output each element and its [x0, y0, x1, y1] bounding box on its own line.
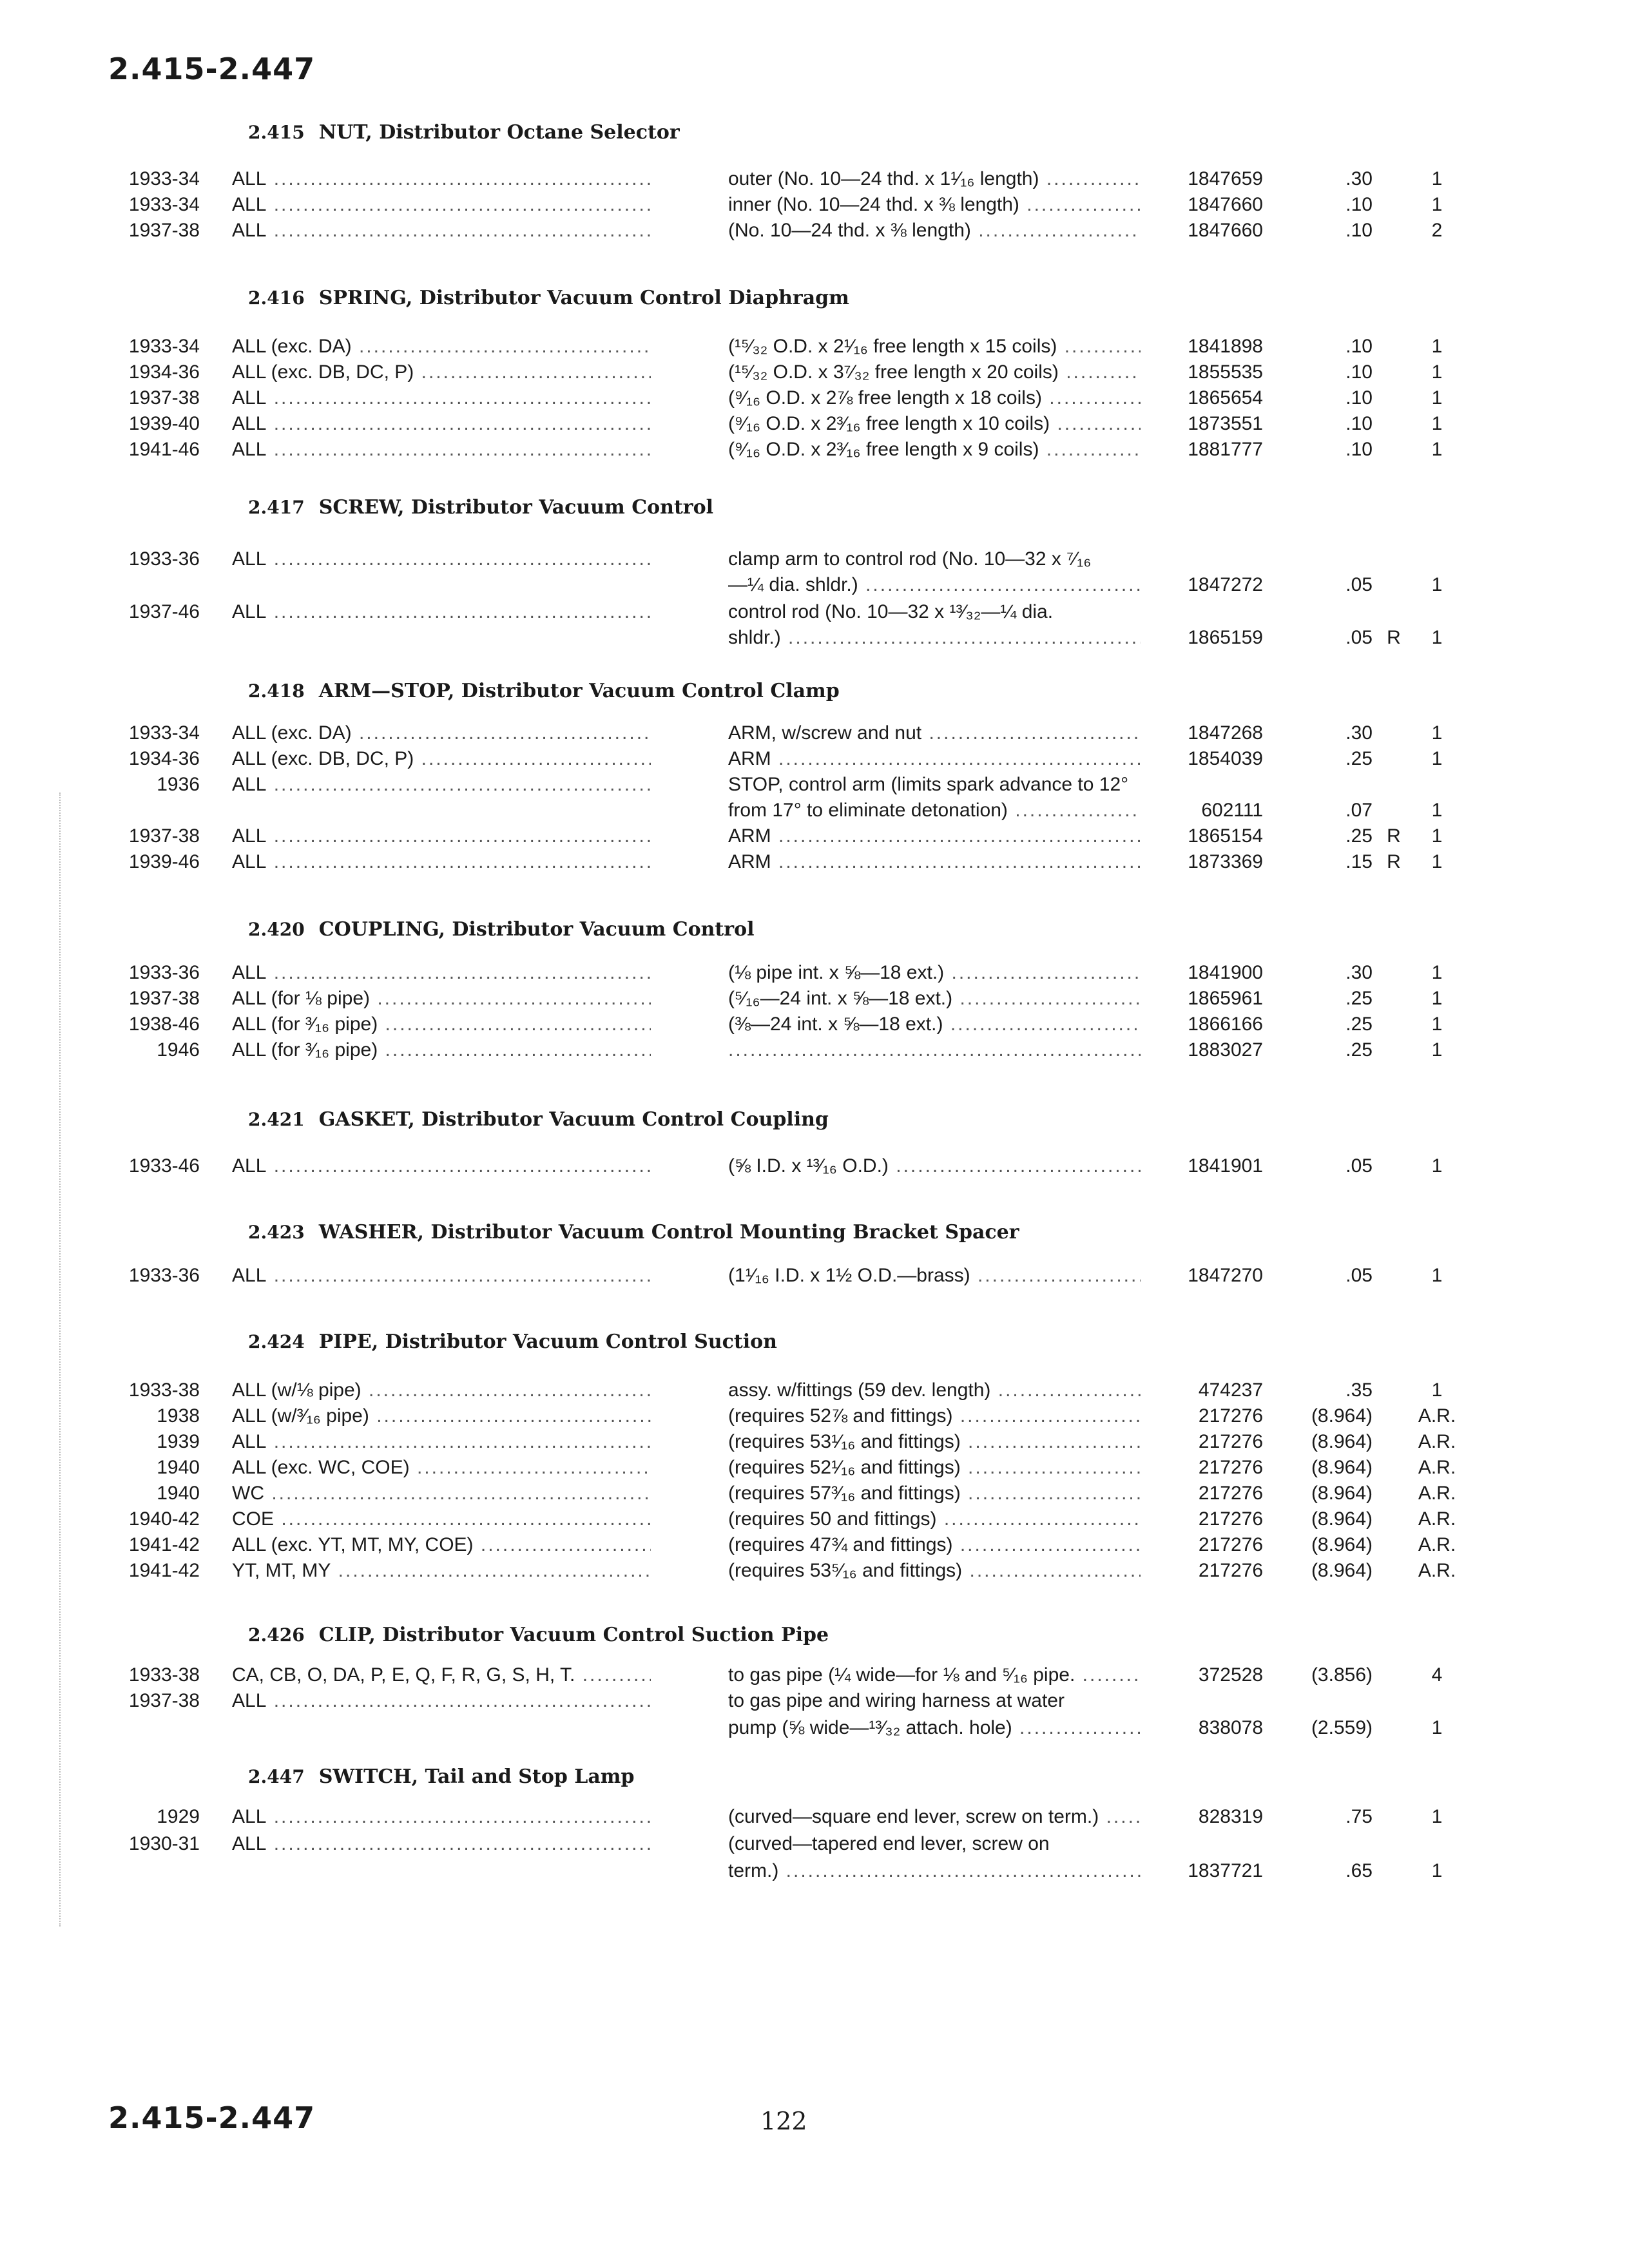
quantity-cell: 2: [1431, 220, 1443, 241]
section-heading: SCREW, Distributor Vacuum Control: [318, 496, 714, 519]
quantity-cell: 1: [1431, 988, 1443, 1009]
section-number: 2.416: [248, 287, 305, 309]
year-cell: 1936: [157, 774, 200, 795]
year-cell: 1941-42: [128, 1534, 200, 1555]
model-cell: ALL .....: [232, 385, 651, 411]
description-cell: from 17° to eliminate detonation) .....: [728, 798, 1141, 823]
model-cell: ALL .....: [232, 1429, 651, 1455]
year-cell: 1937-38: [128, 220, 200, 241]
year-cell: 1938: [157, 1405, 200, 1427]
price-cell: (8.964): [1311, 1431, 1373, 1452]
quantity-cell: 1: [1431, 1860, 1443, 1881]
part-row: [0, 218, 1629, 244]
quantity-cell: 1: [1431, 194, 1443, 215]
section-title: [248, 1108, 829, 1131]
description-cell: STOP, control arm (limits spark advance to 12°: [728, 774, 1129, 795]
part-number-cell: 1881777: [1188, 439, 1263, 460]
part-row: [0, 960, 1629, 986]
section-heading: PIPE, Distributor Vacuum Control Suction: [318, 1331, 777, 1353]
part-number-cell: 1847270: [1188, 1265, 1263, 1286]
model-cell: ALL (exc. DB, DC, P) .....: [232, 360, 651, 385]
part-row: [0, 1662, 1629, 1688]
section-title: [248, 121, 680, 144]
quantity-cell: 1: [1431, 722, 1443, 744]
price-cell: (3.856): [1311, 1664, 1373, 1686]
quantity-cell: 1: [1431, 1379, 1443, 1401]
part-row: [0, 546, 1629, 572]
section-heading: GASKET, Distributor Vacuum Control Coupling: [318, 1108, 829, 1131]
quantity-cell: A.R.: [1418, 1457, 1456, 1478]
model-cell: ALL .....: [232, 1153, 651, 1179]
model-cell: ALL (w/⅛ pipe) .....: [232, 1378, 651, 1403]
price-cell: (8.964): [1311, 1405, 1373, 1427]
part-number-cell: 1837721: [1188, 1860, 1263, 1881]
quantity-cell: 1: [1431, 1265, 1443, 1286]
year-cell: 1937-38: [128, 988, 200, 1009]
description-cell: (⅛ pipe int. x ⅝—18 ext.) .....: [728, 960, 1141, 986]
year-cell: 1939-40: [128, 413, 200, 434]
part-row: [0, 1688, 1629, 1714]
model-cell: ALL (exc. DB, DC, P) .....: [232, 746, 651, 772]
part-number-cell: 1841898: [1188, 336, 1263, 357]
model-cell: ALL (exc. WC, COE) .....: [232, 1455, 651, 1481]
part-row: [0, 849, 1629, 875]
quantity-cell: 1: [1431, 1039, 1443, 1061]
section-title: [248, 1331, 777, 1353]
part-row: [0, 1403, 1629, 1429]
flag-cell: R: [1387, 627, 1401, 648]
part-row: [0, 720, 1629, 746]
description-cell: (⁹⁄₁₆ O.D. x 2³⁄₁₆ free length x 10 coils) .....: [728, 411, 1141, 437]
part-row: [0, 772, 1629, 798]
part-number-cell: 217276: [1198, 1405, 1263, 1427]
section-heading: COUPLING, Distributor Vacuum Control: [318, 918, 755, 941]
quantity-cell: A.R.: [1418, 1508, 1456, 1530]
part-row: [0, 360, 1629, 385]
year-cell: 1933-34: [128, 722, 200, 744]
description-cell: pump (⅝ wide—¹³⁄₃₂ attach. hole) .....: [728, 1715, 1141, 1741]
part-row: [0, 1455, 1629, 1481]
price-cell: .05: [1345, 1265, 1373, 1286]
part-number-cell: 217276: [1198, 1508, 1263, 1530]
section-title: [248, 1765, 635, 1788]
quantity-cell: 1: [1431, 361, 1443, 383]
model-cell: ALL .....: [232, 546, 651, 572]
part-number-cell: 1841901: [1188, 1155, 1263, 1177]
description-cell: (requires 52⅞ and fittings) .....: [728, 1403, 1141, 1429]
description-cell: clamp arm to control rod (No. 10—32 x ⁷⁄₁₆: [728, 548, 1092, 570]
description-cell: term.) .....: [728, 1858, 1141, 1884]
part-number-cell: 1847268: [1188, 722, 1263, 744]
description-cell: (⁹⁄₁₆ O.D. x 2⅞ free length x 18 coils) .....: [728, 385, 1141, 411]
section-number: 2.418: [248, 680, 305, 702]
part-number-cell: 217276: [1198, 1560, 1263, 1581]
part-row: [0, 572, 1629, 598]
quantity-cell: A.R.: [1418, 1560, 1456, 1581]
part-row: [0, 1429, 1629, 1455]
price-cell: .10: [1345, 439, 1373, 460]
part-number-cell: 1866166: [1188, 1014, 1263, 1035]
year-cell: 1941-46: [128, 439, 200, 460]
description-cell: (⁹⁄₁₆ O.D. x 2³⁄₁₆ free length x 9 coils) .....: [728, 437, 1141, 463]
part-number-cell: 217276: [1198, 1431, 1263, 1452]
model-cell: ALL .....: [232, 960, 651, 986]
model-cell: ALL (exc. YT, MT, MY, COE) .....: [232, 1532, 651, 1558]
model-cell: ALL .....: [232, 599, 651, 625]
description-cell: to gas pipe and wiring harness at water: [728, 1690, 1065, 1711]
price-cell: .25: [1345, 1039, 1373, 1061]
part-number-cell: 1847660: [1188, 194, 1263, 215]
description-cell: ARM .....: [728, 849, 1141, 875]
flag-cell: R: [1387, 825, 1401, 847]
part-number-cell: 1865154: [1188, 825, 1263, 847]
section-heading: CLIP, Distributor Vacuum Control Suction Pipe: [318, 1624, 829, 1646]
quantity-cell: 1: [1431, 748, 1443, 769]
model-cell: ALL (for ³⁄₁₆ pipe) .....: [232, 1037, 651, 1063]
year-cell: 1937-38: [128, 825, 200, 847]
year-cell: 1933-34: [128, 194, 200, 215]
part-row: [0, 1263, 1629, 1289]
price-cell: .15: [1345, 851, 1373, 872]
part-row: [0, 798, 1629, 823]
model-cell: ALL (exc. DA) .....: [232, 720, 651, 746]
quantity-cell: A.R.: [1418, 1483, 1456, 1504]
quantity-cell: A.R.: [1418, 1534, 1456, 1555]
part-number-cell: 1883027: [1188, 1039, 1263, 1061]
model-cell: ALL .....: [232, 772, 651, 798]
year-cell: 1938-46: [128, 1014, 200, 1035]
part-number-cell: 1865159: [1188, 627, 1263, 648]
part-row: [0, 1012, 1629, 1037]
year-cell: 1933-36: [128, 1265, 200, 1286]
price-cell: .30: [1345, 962, 1373, 983]
year-cell: 1933-46: [128, 1155, 200, 1177]
section-title: [248, 680, 840, 702]
description-cell: —¼ dia. shldr.) .....: [728, 572, 1141, 598]
part-number-cell: 1847660: [1188, 220, 1263, 241]
description-cell: [728, 1037, 1141, 1063]
part-number-cell: 1841900: [1188, 962, 1263, 983]
part-number-cell: 217276: [1198, 1483, 1263, 1504]
year-cell: 1929: [157, 1806, 200, 1827]
price-cell: .35: [1345, 1379, 1373, 1401]
part-row: [0, 1481, 1629, 1506]
quantity-cell: 1: [1431, 825, 1443, 847]
description-cell: ARM .....: [728, 823, 1141, 849]
year-cell: 1934-36: [128, 748, 200, 769]
price-cell: .10: [1345, 194, 1373, 215]
price-cell: .05: [1345, 1155, 1373, 1177]
year-cell: 1933-36: [128, 962, 200, 983]
price-cell: .10: [1345, 361, 1373, 383]
model-cell: COE .....: [232, 1506, 651, 1532]
quantity-cell: 1: [1431, 336, 1443, 357]
description-cell: (requires 50 and fittings) .....: [728, 1506, 1141, 1532]
part-row: [0, 1558, 1629, 1584]
part-number-cell: 1865654: [1188, 387, 1263, 408]
model-cell: ALL .....: [232, 166, 651, 192]
description-cell: (1¹⁄₁₆ I.D. x 1½ O.D.—brass) .....: [728, 1263, 1141, 1289]
part-number-cell: 1873369: [1188, 851, 1263, 872]
year-cell: 1933-34: [128, 336, 200, 357]
year-cell: 1939-46: [128, 851, 200, 872]
part-row: [0, 1153, 1629, 1179]
model-cell: ALL .....: [232, 849, 651, 875]
quantity-cell: A.R.: [1418, 1431, 1456, 1452]
price-cell: (8.964): [1311, 1483, 1373, 1504]
part-number-cell: 217276: [1198, 1534, 1263, 1555]
description-cell: (⁵⁄₁₆—24 int. x ⅝—18 ext.) .....: [728, 986, 1141, 1012]
description-cell: (requires 47¾ and fittings) .....: [728, 1532, 1141, 1558]
model-cell: ALL .....: [232, 1688, 651, 1714]
part-row: [0, 1378, 1629, 1403]
year-cell: 1937-38: [128, 1690, 200, 1711]
price-cell: .25: [1345, 748, 1373, 769]
price-cell: (8.964): [1311, 1457, 1373, 1478]
section-number: 2.447: [248, 1766, 305, 1787]
model-cell: ALL (w/³⁄₁₆ pipe) .....: [232, 1403, 651, 1429]
price-cell: (8.964): [1311, 1508, 1373, 1530]
model-cell: YT, MT, MY .....: [232, 1558, 651, 1584]
section-number: 2.426: [248, 1624, 305, 1646]
part-number-cell: 1847272: [1188, 574, 1263, 595]
year-cell: 1934-36: [128, 361, 200, 383]
description-cell: (curved—tapered end lever, screw on: [728, 1833, 1050, 1854]
description-cell: (requires 53¹⁄₁₆ and fittings) .....: [728, 1429, 1141, 1455]
part-row: [0, 1532, 1629, 1558]
price-cell: .25: [1345, 988, 1373, 1009]
price-cell: .10: [1345, 220, 1373, 241]
price-cell: .25: [1345, 1014, 1373, 1035]
quantity-cell: 1: [1431, 962, 1443, 983]
part-row: [0, 334, 1629, 360]
price-cell: .05: [1345, 627, 1373, 648]
section-number: 2.415: [248, 122, 305, 143]
price-cell: .10: [1345, 413, 1373, 434]
model-cell: ALL .....: [232, 1804, 651, 1830]
part-row: [0, 1831, 1629, 1857]
description-cell: shldr.) .....: [728, 625, 1141, 651]
part-row: [0, 1506, 1629, 1532]
description-cell: (¹⁵⁄₃₂ O.D. x 3⁷⁄₃₂ free length x 20 coils) .....: [728, 360, 1141, 385]
model-cell: CA, CB, O, DA, P, E, Q, F, R, G, S, H, T. .....: [232, 1662, 651, 1688]
model-cell: ALL .....: [232, 192, 651, 218]
price-cell: .30: [1345, 722, 1373, 744]
price-cell: (8.964): [1311, 1534, 1373, 1555]
quantity-cell: 1: [1431, 851, 1443, 872]
part-number-cell: 828319: [1198, 1806, 1263, 1827]
quantity-cell: 1: [1431, 1806, 1443, 1827]
page-number: 122: [760, 2107, 807, 2135]
description-cell: inner (No. 10—24 thd. x ⅜ length) .....: [728, 192, 1141, 218]
year-cell: 1933-36: [128, 548, 200, 570]
quantity-cell: 1: [1431, 1155, 1443, 1177]
description-cell: outer (No. 10—24 thd. x 1¹⁄₁₆ length) .....: [728, 166, 1141, 192]
description-cell: (⅜—24 int. x ⅝—18 ext.) .....: [728, 1012, 1141, 1037]
description-cell: (requires 52¹⁄₁₆ and fittings) .....: [728, 1455, 1141, 1481]
quantity-cell: 1: [1431, 1014, 1443, 1035]
description-cell: to gas pipe (¼ wide—for ⅛ and ⁵⁄₁₆ pipe. .....: [728, 1662, 1141, 1688]
part-row: [0, 385, 1629, 411]
part-number-cell: 1854039: [1188, 748, 1263, 769]
part-number-cell: 1855535: [1188, 361, 1263, 383]
part-row: [0, 1804, 1629, 1830]
section-title: [248, 496, 713, 519]
price-cell: .10: [1345, 387, 1373, 408]
flag-cell: R: [1387, 851, 1401, 872]
description-cell: (⅝ I.D. x ¹³⁄₁₆ O.D.) .....: [728, 1153, 1141, 1179]
part-number-cell: 602111: [1201, 800, 1263, 821]
description-cell: (¹⁵⁄₃₂ O.D. x 2¹⁄₁₆ free length x 15 coils) .....: [728, 334, 1141, 360]
part-number-cell: 474237: [1198, 1379, 1263, 1401]
year-cell: 1940-42: [128, 1508, 200, 1530]
quantity-cell: 1: [1431, 387, 1443, 408]
page-header-range: 2.415-2.447: [108, 52, 316, 86]
section-title: [248, 918, 754, 941]
model-cell: ALL .....: [232, 1263, 651, 1289]
part-row: [0, 166, 1629, 192]
section-number: 2.417: [248, 497, 305, 518]
year-cell: 1933-34: [128, 168, 200, 189]
part-row: [0, 411, 1629, 437]
model-cell: WC .....: [232, 1481, 651, 1506]
model-cell: ALL .....: [232, 218, 651, 244]
model-cell: ALL (for ³⁄₁₆ pipe) .....: [232, 1012, 651, 1037]
quantity-cell: A.R.: [1418, 1405, 1456, 1427]
quantity-cell: 1: [1431, 1717, 1443, 1738]
section-heading: SWITCH, Tail and Stop Lamp: [318, 1765, 635, 1788]
description-cell: (requires 53⁵⁄₁₆ and fittings) .....: [728, 1558, 1141, 1584]
description-cell: ARM, w/screw and nut .....: [728, 720, 1141, 746]
description-cell: ARM .....: [728, 746, 1141, 772]
model-cell: ALL (exc. DA) .....: [232, 334, 651, 360]
quantity-cell: 1: [1431, 574, 1443, 595]
model-cell: ALL (for ⅛ pipe) .....: [232, 986, 651, 1012]
section-heading: WASHER, Distributor Vacuum Control Mounting Bracket Spacer: [318, 1221, 1019, 1244]
description-cell: control rod (No. 10—32 x ¹³⁄₃₂—¼ dia.: [728, 601, 1054, 622]
price-cell: .65: [1345, 1860, 1373, 1881]
price-cell: .30: [1345, 168, 1373, 189]
year-cell: 1940: [157, 1483, 200, 1504]
part-row: [0, 823, 1629, 849]
year-cell: 1941-42: [128, 1560, 200, 1581]
model-cell: ALL .....: [232, 411, 651, 437]
part-number-cell: 217276: [1198, 1457, 1263, 1478]
part-row: [0, 746, 1629, 772]
price-cell: .10: [1345, 336, 1373, 357]
year-cell: 1939: [157, 1431, 200, 1452]
section-heading: SPRING, Distributor Vacuum Control Diaphragm: [318, 287, 849, 309]
quantity-cell: 1: [1431, 413, 1443, 434]
price-cell: (2.559): [1311, 1717, 1373, 1738]
quantity-cell: 4: [1431, 1664, 1443, 1686]
part-row: [0, 986, 1629, 1012]
part-row: [0, 599, 1629, 625]
part-number-cell: 1873551: [1188, 413, 1263, 434]
description-cell: (curved—square end lever, screw on term.) .....: [728, 1804, 1141, 1830]
section-heading: NUT, Distributor Octane Selector: [318, 121, 680, 144]
section-title: [248, 1221, 1019, 1244]
part-number-cell: 1865961: [1188, 988, 1263, 1009]
quantity-cell: 1: [1431, 800, 1443, 821]
description-cell: (requires 57³⁄₁₆ and fittings) .....: [728, 1481, 1141, 1506]
part-row: [0, 1715, 1629, 1741]
section-heading: ARM—STOP, Distributor Vacuum Control Clamp: [318, 680, 840, 702]
part-row: [0, 192, 1629, 218]
quantity-cell: 1: [1431, 168, 1443, 189]
price-cell: (8.964): [1311, 1560, 1373, 1581]
part-row: [0, 625, 1629, 651]
section-number: 2.420: [248, 919, 305, 940]
page-footer-range: 2.415-2.447: [108, 2100, 316, 2135]
year-cell: 1937-38: [128, 387, 200, 408]
quantity-cell: 1: [1431, 627, 1443, 648]
part-row: [0, 437, 1629, 463]
price-cell: .75: [1345, 1806, 1373, 1827]
year-cell: 1937-46: [128, 601, 200, 622]
year-cell: 1946: [157, 1039, 200, 1061]
part-number-cell: 372528: [1198, 1664, 1263, 1686]
part-number-cell: 838078: [1198, 1717, 1263, 1738]
year-cell: 1933-38: [128, 1379, 200, 1401]
part-row: [0, 1858, 1629, 1884]
description-cell: assy. w/fittings (59 dev. length) .....: [728, 1378, 1141, 1403]
model-cell: ALL .....: [232, 823, 651, 849]
quantity-cell: 1: [1431, 439, 1443, 460]
price-cell: .05: [1345, 574, 1373, 595]
section-number: 2.423: [248, 1222, 305, 1243]
part-number-cell: 1847659: [1188, 168, 1263, 189]
price-cell: .07: [1345, 800, 1373, 821]
year-cell: 1933-38: [128, 1664, 200, 1686]
price-cell: .25: [1345, 825, 1373, 847]
section-number: 2.424: [248, 1331, 305, 1352]
description-cell: (No. 10—24 thd. x ⅜ length) .....: [728, 218, 1141, 244]
part-row: [0, 1037, 1629, 1063]
year-cell: 1940: [157, 1457, 200, 1478]
section-title: [248, 1624, 829, 1646]
model-cell: ALL .....: [232, 437, 651, 463]
model-cell: ALL .....: [232, 1831, 651, 1857]
section-title: [248, 287, 849, 309]
section-number: 2.421: [248, 1109, 305, 1130]
year-cell: 1930-31: [128, 1833, 200, 1854]
